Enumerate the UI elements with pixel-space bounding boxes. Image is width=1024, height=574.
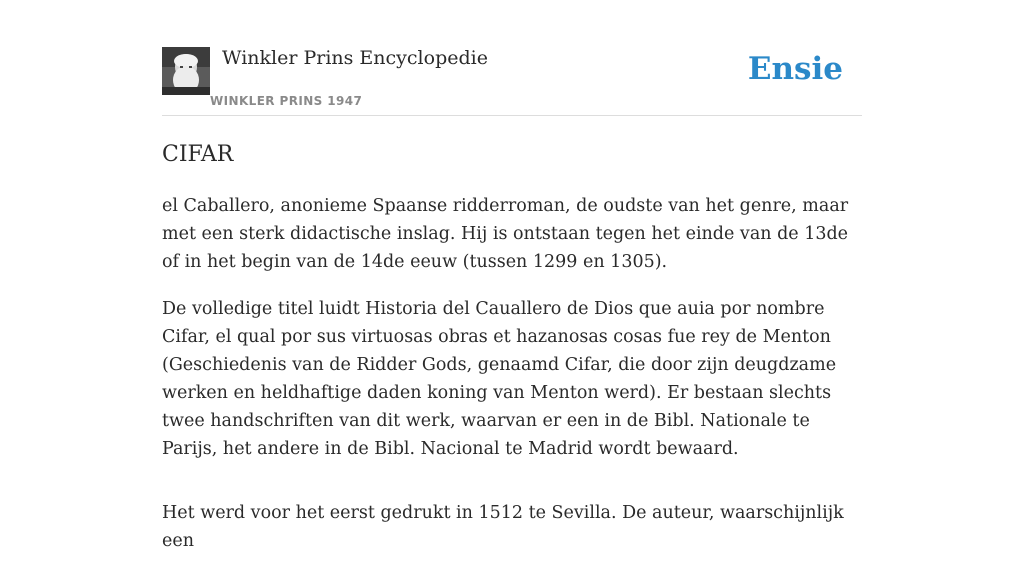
entry-paragraph: el Caballero, anonieme Spaanse ridderroman, de oudste van het genre, maar met een sterk didactische inslag. Hij is ontstaan tegen het einde van de 13de of in het begin van de 14de eeuw (tussen 1299 en 1305). [162, 196, 849, 272]
site-subtitle[interactable]: WINKLER PRINS 1947 [210, 94, 363, 108]
site-title[interactable]: Winkler Prins Encyclopedie [222, 47, 488, 69]
brand-logo[interactable]: Ensie [747, 51, 843, 87]
entry-title: CIFAR [162, 142, 234, 167]
entry-paragraph: De volledige titel luidt Historia del Cauallero de Dios que auia por nombre Cifar, el qual por sus virtuosas obras et hazanosas cosas fue rey de Menton (Geschiedenis van de Ridder Gods, genaamd Cifar, die door zijn deugdzame werken en heldhaftige daden koning van Menton werd). Er bestaan slechts twee handschriften van dit werk, waarvan er een in de Bibl. Nationale te Parijs, het andere in de Bibl. Nacional te Madrid wordt bewaard. [162, 299, 837, 459]
avatar-icon[interactable] [162, 47, 210, 95]
header-divider [162, 115, 862, 116]
page [162, 0, 862, 551]
entry-body [162, 192, 862, 574]
entry-paragraph: Het werd voor het eerst gedrukt in 1512 te Sevilla. De auteur, waarschijnlijk een [162, 503, 844, 551]
